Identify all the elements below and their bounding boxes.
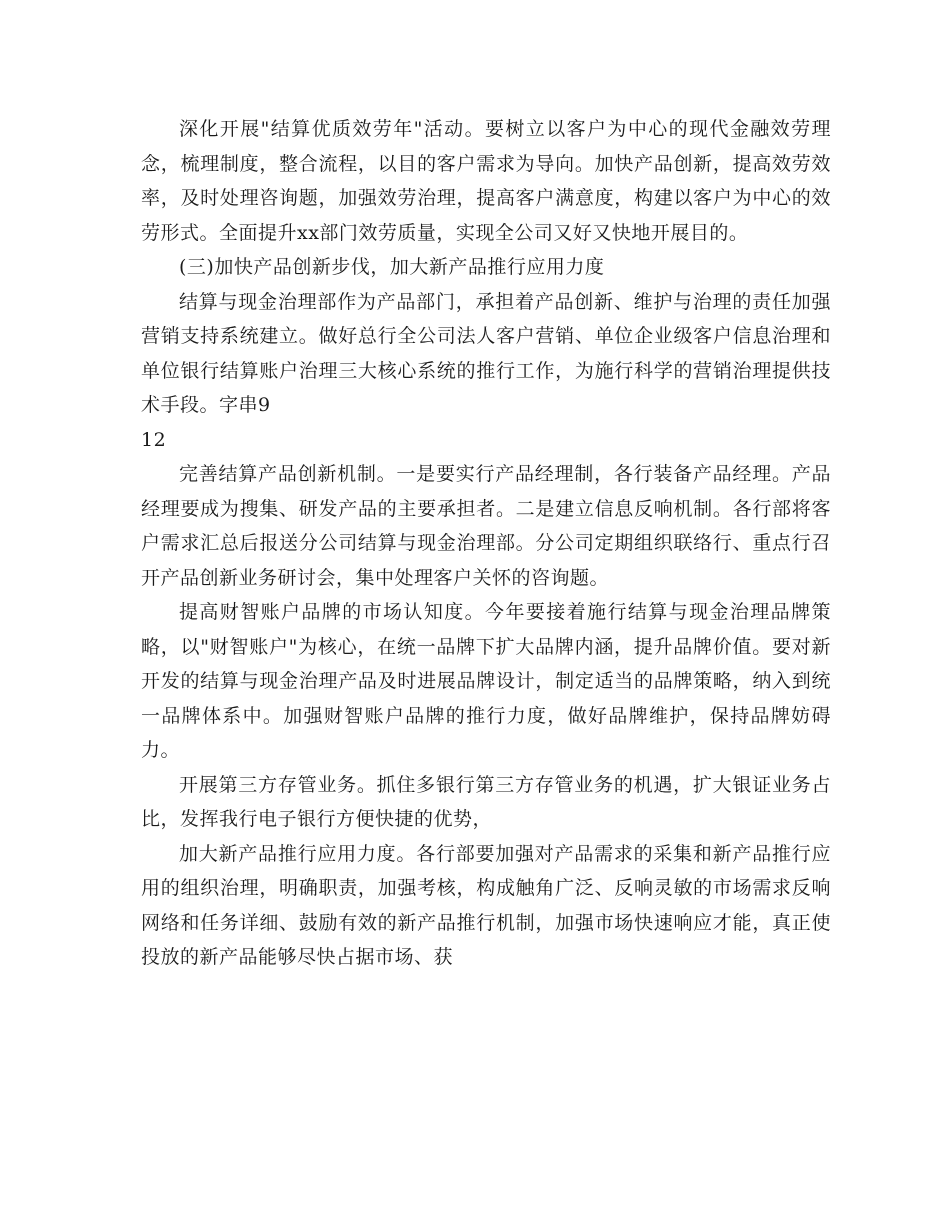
paragraph-third-party-custody: 开展第三方存管业务。抓住多银行第三方存管业务的机遇，扩大银证业务占比，发挥我行电子银行方便快捷的优势， xyxy=(141,773,831,830)
paragraph-new-product-promotion: 加大新产品推行应用力度。各行部要加强对产品需求的采集和新产品推行应用的组织治理，明确职责，加强考核，构成触角广泛、反响灵敏的市场需求反响网络和任务详细、鼓励有效的新产品推行机制，加强市场快速响应才能，真正使投放的新产品能够尽快占据市场、获 xyxy=(141,842,831,968)
paragraph-brand-awareness: 提高财智账户品牌的市场认知度。今年要接着施行结算与现金治理品牌策略，以"财智账户"为核心，在统一品牌下扩大品牌内涵，提升品牌价值。要对新开发的结算与现金治理产品及时进展品牌设计，制定适当的品牌策略，纳入到统一品牌体系中。加强财智账户品牌的推行力度，做好品牌维护，保持品牌妨碍力。 xyxy=(141,601,831,761)
paragraph-innovation-mechanism: 完善结算产品创新机制。一是要实行产品经理制，各行装备产品经理。产品经理要成为搜集、研发产品的主要承担者。二是建立信息反响机制。各行部将客户需求汇总后报送分公司结算与现金治理部。分公司定期组织联络行、重点行召开产品创新业务研讨会，集中处理客户关怀的咨询题。 xyxy=(141,463,831,589)
document-body xyxy=(141,112,831,975)
paragraph-settlement-dept: 结算与现金治理部作为产品部门，承担着产品创新、维护与治理的责任加强营销支持系统建立。做好总行全公司法人客户营销、单位企业级客户信息治理和单位银行结算账户治理三大核心系统的推行工作，为施行科学的营销治理提供技术手段。字串9 xyxy=(141,290,831,416)
paragraph-stray-number: 12 xyxy=(141,428,167,451)
paragraph-service-year: 深化开展"结算优质效劳年"活动。要树立以客户为中心的现代金融效劳理念，梳理制度，整合流程，以目的客户需求为导向。加快产品创新，提高效劳效率，及时处理咨询题，加强效劳治理，提高客户满意度，构建以客户为中心的效劳形式。全面提升xx部门效劳质量，实现全公司又好又快地开展目的。 xyxy=(141,118,831,244)
section-heading-product-innovation: (三)加快产品创新步伐，加大新产品推行应用力度 xyxy=(179,256,605,278)
